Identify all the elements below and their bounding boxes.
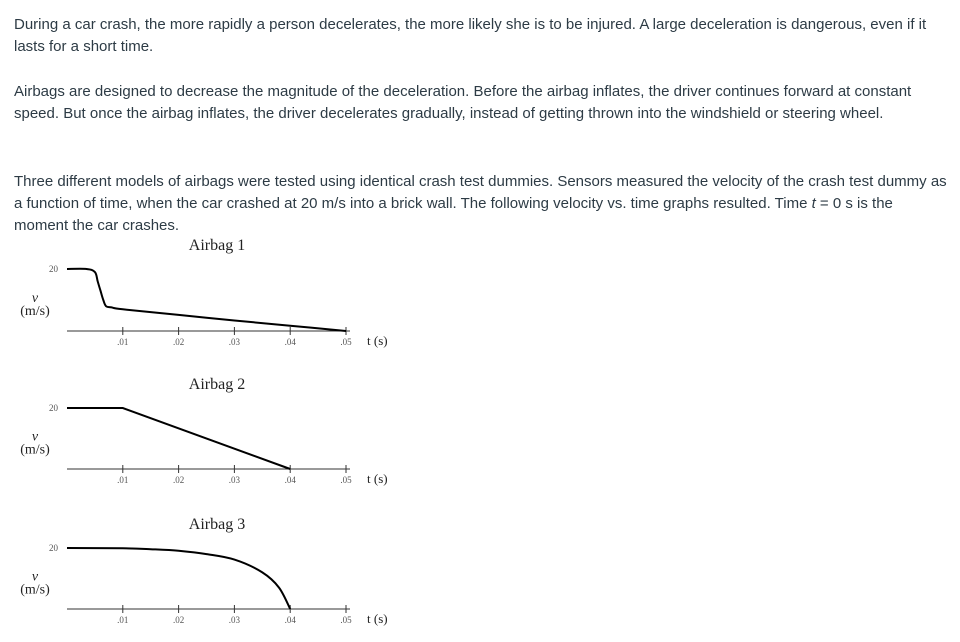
x-axis-label-1: t (s) — [367, 333, 388, 348]
x-tick-label-3-1: .01 — [117, 615, 129, 625]
y-tick-label-3: 20 — [49, 543, 58, 553]
y-axis-var-1: v — [31, 291, 39, 306]
x-tick-label-1-1: .01 — [117, 337, 129, 347]
y-axis-var-3: v — [31, 569, 39, 585]
velocity-curve-3 — [67, 548, 290, 609]
velocity-curve-1 — [67, 269, 346, 331]
x-tick-label-2-3: .03 — [228, 475, 241, 485]
x-tick-label-3-5: .05 — [340, 615, 352, 625]
x-tick-label-2-1: .01 — [117, 475, 129, 485]
x-tick-label-1-4: .04 — [284, 337, 296, 347]
velocity-curve-2 — [67, 408, 290, 469]
x-axis-label-2: t (s) — [367, 471, 388, 486]
y-axis-unit-3: (m/s) — [20, 582, 50, 598]
x-tick-label-3-2: .02 — [172, 615, 185, 625]
test-paragraph-text: Three different models of airbags were tested using identical crash test dummies. Sensors measured the velocity of the crash test dummy as a function of time, when the car crashed at 20 m/s into a brick wall. The following velocity vs. time graphs resulted. Time — [14, 173, 947, 212]
chart-title-3: Airbag 3 — [188, 516, 246, 533]
x-tick-label-2-5: .05 — [340, 475, 352, 485]
x-tick-label-2-2: .02 — [172, 475, 185, 485]
chart-title-1: Airbag 1 — [188, 237, 246, 254]
x-tick-label-1-2: .02 — [172, 337, 185, 347]
x-tick-label-2-4: .04 — [284, 475, 296, 485]
y-axis-var-2: v — [31, 429, 39, 445]
y-axis-unit-1: (m/s) — [20, 304, 50, 319]
chart-title-2: Airbag 2 — [188, 376, 246, 393]
intro-paragraph: During a car crash, the more rapidly a person decelerates, the more likely she is to be injured. A large deceleration is dangerous, even if it lasts for a short time. — [14, 16, 927, 55]
x-tick-label-1-5: .05 — [340, 337, 352, 347]
y-axis-unit-2: (m/s) — [20, 442, 50, 458]
x-tick-label-1-3: .03 — [228, 337, 241, 347]
test-paragraph-end: = 0 s is the moment the car crashes. — [14, 195, 893, 234]
y-tick-label-1: 20 — [49, 264, 58, 274]
x-axis-label-3: t (s) — [367, 611, 388, 626]
x-tick-label-3-4: .04 — [284, 615, 296, 625]
x-tick-label-3-3: .03 — [228, 615, 241, 625]
time-variable: t — [811, 195, 816, 212]
airbag-paragraph: Airbags are designed to decrease the magnitude of the deceleration. Before the airbag inflates, the driver continues forward at constant speed. But once the airbag inflates, the driver decelerates gradually, instead of getting thrown into the windshield or steering wheel. — [14, 83, 912, 122]
y-tick-label-2: 20 — [49, 403, 58, 413]
